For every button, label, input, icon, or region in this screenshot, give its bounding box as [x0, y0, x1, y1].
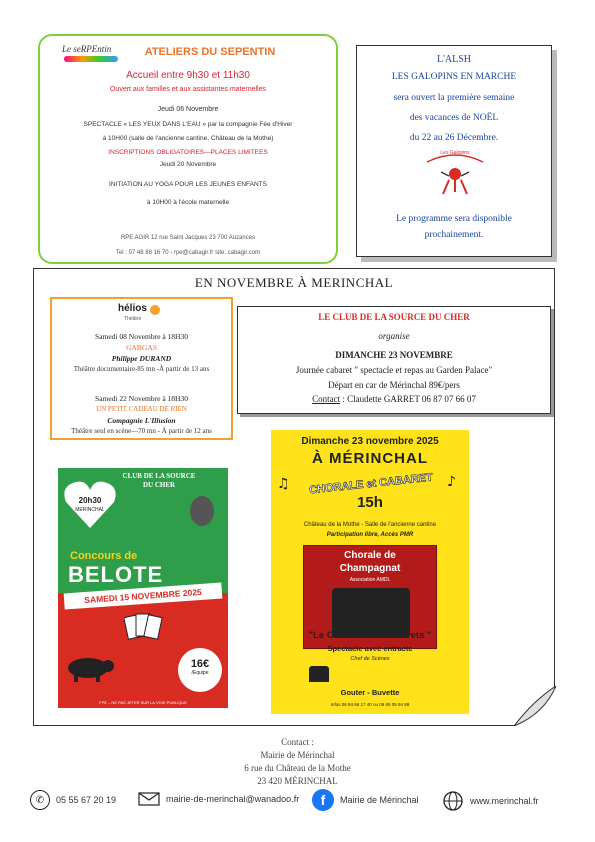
alsh-line5: du 22 au 26 Décembre.	[409, 133, 499, 143]
helios-box	[50, 297, 233, 440]
footer-facebook[interactable]	[312, 789, 419, 811]
alsh-line2: LES GALOPINS EN MARCHE	[391, 72, 517, 82]
chorale-place: Château de la Mothe - Salle de l'ancienne cantine	[303, 522, 437, 528]
chorale-participation: Participation libre, Accès PMR	[326, 532, 414, 538]
ateliers-event1-place: à 10H00 (salle de l'ancienne cantine, Château de la Mothe)	[102, 135, 274, 142]
alsh-box	[356, 45, 552, 257]
ateliers-event1: SPECTACLE « LES YEUX DANS L'EAU » par la compagnie Fée d'Hiver	[83, 121, 293, 128]
ateliers-mandatory: INSCRIPTIONS OBLIGATOIRES—PLACES LIMITEES	[108, 149, 268, 156]
footer-facebook-text: Mairie de Mérinchal	[340, 795, 419, 805]
chorale-show: "Le Cabaret des Cabarets "	[308, 630, 432, 641]
top-hat-icon	[309, 666, 329, 682]
globe-icon	[442, 790, 464, 812]
music-note-icon: ♫	[277, 476, 290, 492]
alsh-line4: des vacances de NOËL	[409, 113, 499, 123]
helios-s2-author: Compagnie L'Illusion	[107, 416, 176, 425]
club-box	[237, 306, 551, 414]
sun-icon	[150, 305, 160, 315]
belote-price-badge	[178, 648, 222, 692]
helios-s2-desc: Théâtre seul en scène—70 mn - À partir de 12 ans	[71, 427, 212, 435]
helios-s2-date: Samedi 22 Novembre à 18H30	[95, 394, 188, 403]
ateliers-title: ATELIERS DU SEPENTIN	[144, 46, 276, 58]
chorale-group1: Chorale de	[344, 550, 396, 561]
belote-time: 20h30	[78, 496, 102, 505]
ateliers-event2: INITIATION AU YOGA POUR LES JEUNES ENFANTS	[109, 181, 267, 188]
footer-street: 6 rue du Château de la Mothe	[244, 763, 351, 773]
serpentin-logo-text: Le seRPEntin	[62, 44, 112, 54]
helios-logo: hélios	[118, 303, 147, 314]
alsh-line6: Le programme sera disponible	[396, 214, 512, 224]
ateliers-contact: Tel : 07 48 88 16 70 - rpe@cabagir.fr site: cabagir.com	[115, 250, 261, 256]
alsh-line1: L'ALSH	[436, 54, 472, 65]
helios-s1-title: GARGAS	[126, 343, 157, 352]
chorale-date: Dimanche 23 novembre 2025	[301, 436, 439, 447]
ateliers-date2: Jeudi 20 Novembre	[159, 161, 217, 168]
music-note-icon-right: ♪	[447, 474, 456, 490]
helios-s1-desc: Théâtre documentaire-85 mn -À partir de 13 ans	[73, 365, 210, 373]
belote-place: MERINCHAL	[75, 507, 105, 513]
ateliers-audience: Ouvert aux familles et aux assistantes maternelles	[109, 86, 266, 93]
club-depart: Départ en car de Mérinchal 89€/pers	[328, 380, 460, 390]
chorale-gouter: Gouter - Buvette	[340, 688, 400, 697]
club-title: LE CLUB DE LA SOURCE DU CHER	[318, 312, 470, 322]
footer-email-text: mairie-de-merinchal@wanadoo.fr	[166, 794, 300, 804]
belote-date: SAMEDI 15 NOVEMBRE 2025	[83, 586, 203, 606]
galopins-logo-text: Les Galopins	[440, 150, 470, 156]
belote-price: 16€	[190, 658, 210, 670]
footer-city: 23 420 MÉRINCHAL	[257, 776, 338, 786]
ateliers-box	[38, 34, 338, 264]
helios-logo-sub: Théâtre	[124, 316, 142, 322]
chorale-town: À MÉRINCHAL	[312, 450, 428, 467]
chorale-info: Infos 06 84 68 17 40 ou 06 65 05 94 88	[330, 702, 410, 707]
facebook-icon: f	[312, 789, 334, 811]
chorale-poster	[271, 430, 469, 714]
chorale-group2: Champagnat	[339, 563, 401, 574]
phone-icon: ✆	[30, 790, 50, 810]
footer-email[interactable]	[138, 792, 299, 806]
chorale-spectacle: Spectacle avec entracte	[327, 644, 413, 653]
belote-footer: FPE – NE PAS JETER SUR LA VOIE PUBLIQUE	[99, 700, 187, 705]
mail-icon	[138, 792, 160, 806]
helios-s1-author: Philippe DURAND	[111, 354, 172, 363]
helios-s2-title: UN PETIT CADEAU DE RIEN	[96, 405, 187, 413]
alsh-line7: prochainement.	[424, 230, 484, 240]
chorale-chef: Chef de Scènes	[350, 656, 390, 662]
club-contact-label: Contact	[312, 394, 341, 404]
belote-concours: Concours de	[70, 550, 138, 562]
belote-club-logo	[190, 496, 214, 526]
club-organise: organise	[378, 331, 410, 341]
galopins-logo	[419, 150, 491, 200]
alsh-line3: sera ouvert la première semaine	[393, 93, 515, 103]
club-date: DIMANCHE 23 NOVEMBRE	[335, 350, 453, 360]
footer-website-text: www.merinchal.fr	[470, 796, 539, 806]
footer-contact-label: Contact :	[281, 737, 314, 747]
ateliers-address: RPE AGIR 12 rue Saint Jacques 23 700 Auzances	[120, 235, 256, 241]
playing-cards-icon	[124, 610, 164, 646]
belote-per: /Equipe	[191, 670, 209, 676]
club-contact-value: : Claudette GARRET 06 87 07 66 07	[340, 394, 476, 404]
ateliers-date1: Jeudi 06 Novembre	[157, 106, 219, 113]
chorale-time: 15h	[357, 494, 383, 511]
chorale-title: CHORALE et CABARET	[308, 471, 434, 497]
pig-icon	[62, 652, 116, 682]
club-desc: Journée cabaret " spectacle et repas au Garden Palace"	[295, 365, 493, 375]
chorale-assoc: Association AMDL	[349, 577, 391, 583]
belote-title: BELOTE	[68, 562, 164, 587]
page-curl	[514, 686, 556, 726]
ateliers-event2-place: à 10H00 à l'école maternelle	[146, 199, 230, 206]
november-title: EN NOVEMBRE À MERINCHAL	[194, 275, 394, 290]
club-contact	[238, 394, 550, 404]
ateliers-hours: Accueil entre 9h30 et 11h30	[126, 70, 250, 81]
footer-website[interactable]	[442, 790, 539, 812]
footer-org: Mairie de Mérinchal	[260, 750, 335, 760]
footer-phone-text: 05 55 67 20 19	[56, 795, 117, 805]
footer-phone[interactable]	[30, 790, 116, 810]
helios-s1-date: Samedi 08 Novembre à 18H30	[95, 332, 188, 341]
belote-poster	[58, 468, 228, 708]
belote-club: CLUB DE LA SOURCE DU CHER	[122, 472, 196, 489]
